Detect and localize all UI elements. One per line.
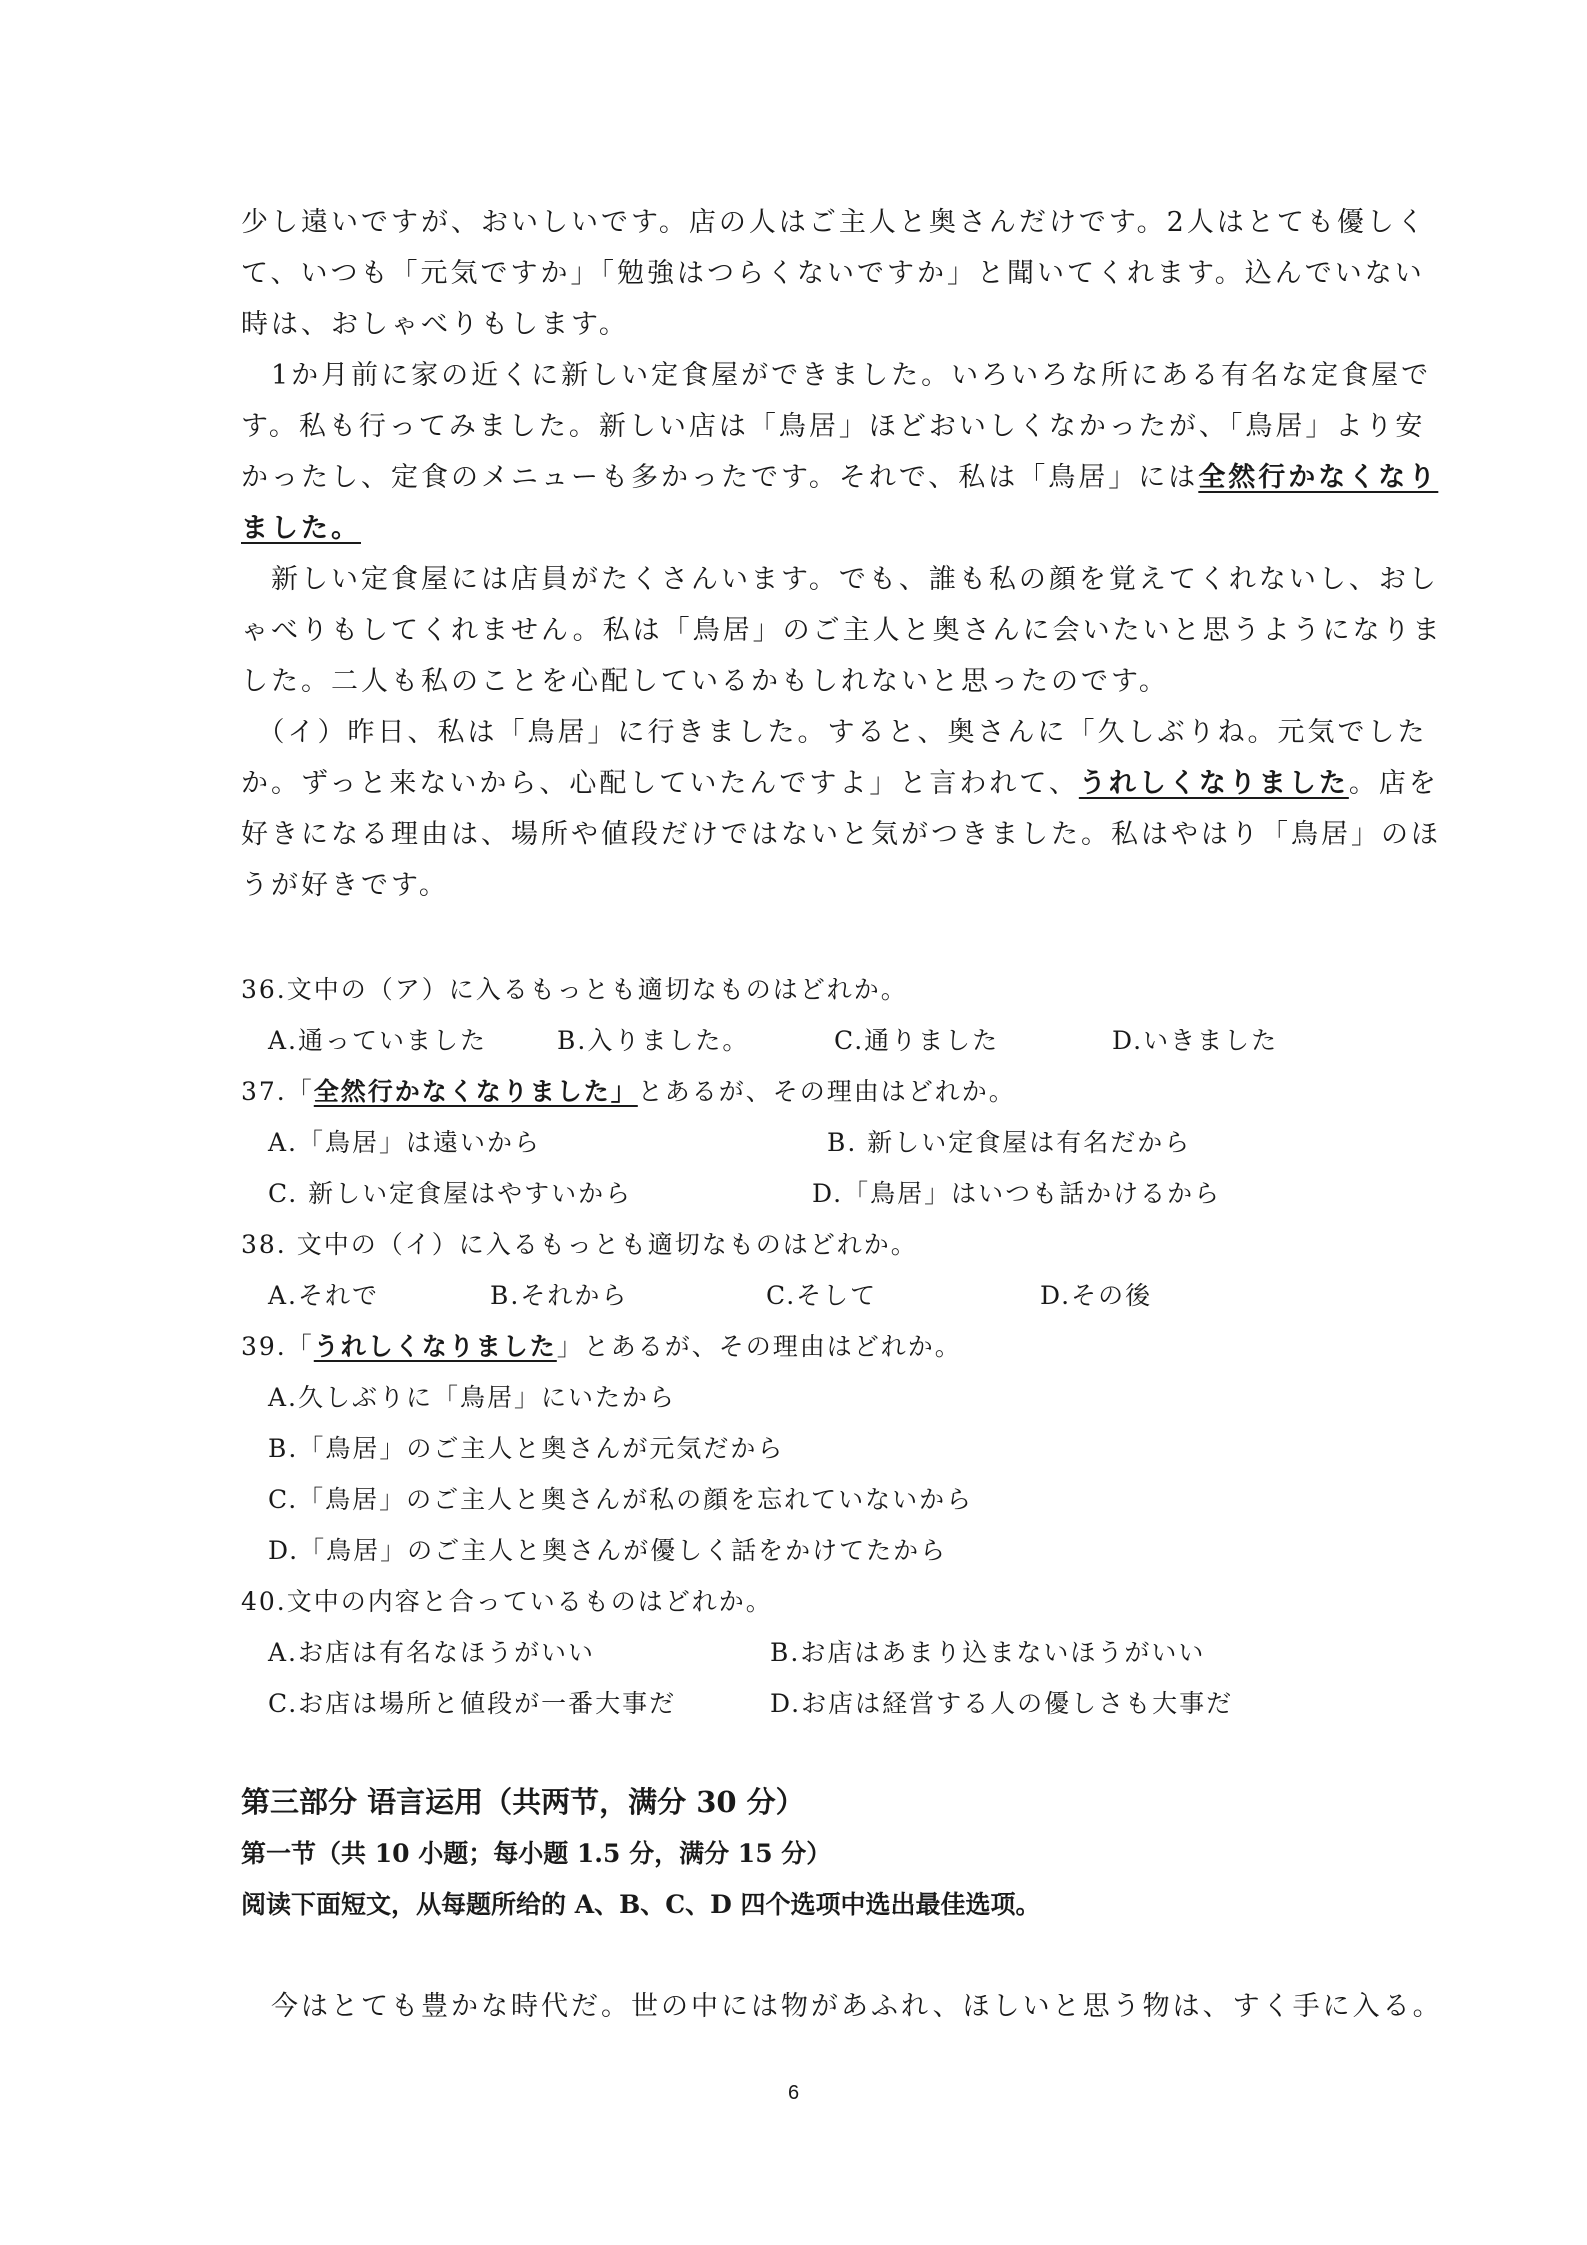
q38-option-d: D.その後	[1040, 1281, 1153, 1310]
passage-line	[241, 459, 1439, 497]
passage-line: 時は、おしゃべりもします。	[241, 309, 629, 340]
quote-open: 「	[286, 1077, 314, 1106]
passage-line: 1か月前に家の近くに新しい定食屋ができました。いろいろな所にある有名な定食屋で	[241, 360, 1432, 391]
q38-option-b: B.それから	[490, 1281, 629, 1310]
question-39-stem	[241, 1329, 962, 1365]
passage-line	[241, 765, 1439, 803]
q37-option-d: D.「鳥居」はいつも話かけるから	[812, 1179, 1222, 1208]
question-number: 39.	[241, 1332, 287, 1361]
passage-line: ゃべりもしてくれません。私は「鳥居」のご主人と奥さんに会いたいと思うようになりま	[241, 615, 1443, 646]
section-subtitle: 第一节（共 10 小题；每小题 1.5 分，满分 15 分）	[241, 1839, 832, 1868]
question-number: 37.	[241, 1077, 287, 1106]
question-37-stem	[241, 1074, 1016, 1110]
q39-option-b: B.「鳥居」のご主人と奥さんが元気だから	[268, 1434, 785, 1463]
question-40-stem: 40.文中の内容と合っているものはどれか。	[241, 1587, 773, 1616]
q39-option-d: D.「鳥居」のご主人と奥さんが優しく話をかけてたから	[268, 1536, 948, 1565]
q36-option-b: B.入りました。	[557, 1026, 750, 1055]
question-text: 」とあるが、その理由はどれか。	[556, 1332, 962, 1361]
q40-option-b: B.お店はあまり込まないほうがいい	[770, 1638, 1206, 1667]
section-title: 第三部分 语言运用（共两节，满分 30 分）	[241, 1785, 805, 1819]
q36-option-c: C.通りました	[834, 1026, 1000, 1055]
quoted-phrase: うれしくなりました	[313, 1332, 557, 1361]
question-38-stem: 38. 文中の（イ）に入るもっとも適切なものはどれか。	[241, 1230, 918, 1259]
quote-open: 「	[286, 1332, 314, 1361]
passage-line: 少し遠いですが、おいしいです。店の人はご主人と奥さんだけです。2人はとても優しく	[241, 207, 1427, 238]
passage-line: 好きになる理由は、場所や値段だけではないと気がつきました。私はやはり「鳥居」のほ	[241, 819, 1441, 850]
passage-line: 新しい定食屋には店員がたくさんいます。でも、誰も私の顔を覚えてくれないし、おし	[241, 564, 1439, 595]
q37-option-c: C. 新しい定食屋はやすいから	[268, 1179, 633, 1208]
q37-option-a: A.「鳥居」は遠いから	[268, 1128, 542, 1157]
question-36-stem: 36.文中の（ア）に入るもっとも適切なものはどれか。	[241, 975, 908, 1004]
q38-option-a: A.それで	[268, 1281, 380, 1310]
passage-line: した。二人も私のことを心配しているかもしれないと思ったのです。	[241, 666, 1169, 697]
q37-option-b: B. 新しい定食屋は有名だから	[827, 1128, 1192, 1157]
q36-option-a: A.通っていました	[268, 1026, 488, 1055]
q40-option-a: A.お店は有名なほうがいい	[268, 1638, 596, 1667]
underlined-phrase: うれしくなりました	[1078, 768, 1349, 799]
passage2-line: 今はとても豊かな時代だ。世の中には物があふれ、ほしいと思う物は、すく手に入る。	[241, 1991, 1443, 2022]
passage-line	[241, 510, 1356, 548]
q36-option-d: D.いきました	[1112, 1026, 1279, 1055]
passage-line: て、いつも「元気ですか」「勉強はつらくないですか」と聞いてくれます。込んでいない	[241, 258, 1425, 289]
q40-option-d: D.お店は経営する人の優しさも大事だ	[770, 1689, 1234, 1718]
q39-option-c: C.「鳥居」のご主人と奥さんが私の顔を忘れていないから	[268, 1485, 974, 1514]
passage-text: 。店を	[1348, 768, 1439, 799]
underlined-phrase: ました。	[241, 513, 361, 544]
passage-line: うが好きです。	[241, 870, 449, 901]
passage-line: す。私も行ってみました。新しい店は「鳥居」ほどおいしくなかったが、「鳥居」より安	[241, 411, 1426, 442]
q40-option-c: C.お店は場所と値段が一番大事だ	[268, 1689, 677, 1718]
q38-option-c: C.そして	[766, 1281, 878, 1310]
passage-text: かったし、定食のメニューも多かったです。それで、私は「鳥居」には	[241, 462, 1199, 493]
quoted-phrase: 全然行かなくなりました」	[313, 1077, 638, 1106]
underlined-phrase: 全然行かなくなり	[1198, 462, 1439, 493]
passage-line: （イ）昨日、私は「鳥居」に行きました。すると、奥さんに「久しぶりね。元気でした	[241, 717, 1428, 748]
passage-text: か。ずっと来ないから、心配していたんですよ」と言われて、	[241, 768, 1079, 799]
question-text: とあるが、その理由はどれか。	[637, 1077, 1016, 1106]
q39-option-a: A.久しぶりに「鳥居」にいたから	[268, 1383, 677, 1412]
section-instruction: 阅读下面短文，从每题所给的 A、B、C、D 四个选项中选出最佳选项。	[241, 1890, 1041, 1919]
page-number: 6	[787, 2082, 800, 2104]
